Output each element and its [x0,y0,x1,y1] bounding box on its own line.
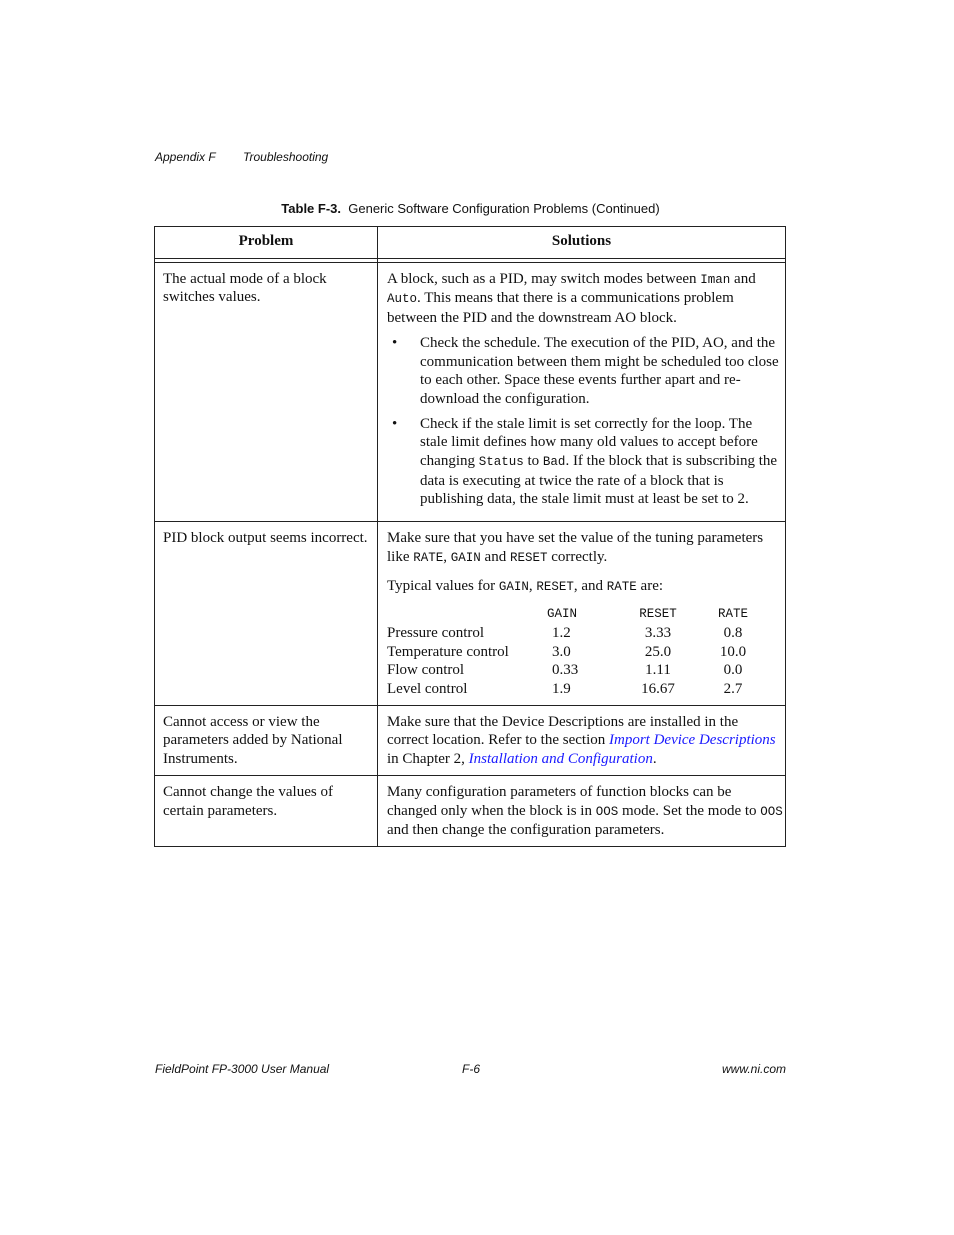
reset-header: RESET [639,607,677,622]
troubleshooting-table [154,226,786,847]
table-caption-label: Table F-3. [281,201,342,216]
table-caption [155,201,786,216]
table-caption-title: Generic Software Configuration Problems (Continued) [348,201,660,216]
appendix-label: Appendix F [155,150,216,164]
solution-paragraph: Typical values for GAIN, RESET, and RATE are: [387,577,664,594]
gain-header: GAIN [547,607,578,622]
solution-intro: A block, such as a PID, may switch modes between Iman and Auto. This means that there is a communications problem between the PID and the downstream AO block. [387,270,756,327]
problem-cell: Cannot access or view the parameters added by National Instruments. [155,705,378,775]
problem-cell: Cannot change the values of certain parameters. [155,775,378,846]
values-row: Temperature control 3.0 25.0 10.0 [387,643,747,660]
typical-values-table [387,605,768,699]
installation-configuration-link[interactable]: Installation and Configuration [468,751,653,768]
section-label: Troubleshooting [243,150,329,164]
table-row [155,775,786,846]
table-row [155,705,786,775]
table-row [155,522,786,706]
table-row [155,262,786,521]
solution-cell: Many configuration parameters of function blocks can be changed only when the block is in OOS mode. Set the mode to OOS and then change the configuration parameters. [378,775,786,846]
manual-title: FieldPoint FP-3000 User Manual [155,1062,330,1076]
solutions-column-header: Solutions [378,227,786,259]
solution-paragraph: Make sure that you have set the value of the tuning parameters like RATE, GAIN and RESET correctly. [387,530,764,565]
running-header [155,150,352,164]
problem-cell: PID block output seems incorrect. [155,522,378,706]
values-row: Pressure control 1.2 3.33 0.8 [387,624,743,641]
problem-cell: The actual mode of a block switches values. [155,262,378,521]
values-row: Level control 1.9 16.67 2.7 [387,681,743,698]
values-row: Flow control 0.33 1.11 0.0 [387,662,743,679]
import-device-descriptions-link[interactable]: Import Device Descriptions [609,732,776,749]
solution-cell [378,262,786,521]
table-header-row [155,227,786,259]
solution-cell [378,522,786,706]
page-number: F-6 [462,1062,480,1076]
bullet-item: • Check the schedule. The execution of the PID, AO, and the communication between them might be scheduled too close to each other. Space these events further apart and re-download the configuration. [387,334,783,409]
solution-cell: Make sure that the Device Descriptions are installed in the correct location. Refer to the section Import Device Descriptions in Chapter 2, Installation and Configuration. [378,705,786,775]
values-header-row [387,605,768,624]
problem-column-header: Problem [155,227,378,259]
solution-bullets [387,334,783,509]
bullet-item: • Check if the stale limit is set correctly for the loop. The stale limit defines how many old values to accept before changing Status to Bad. If the block that is subscribing the data is executing at twice the rate of a block that is publishing data, the stale limit must at least be set to 2. [387,415,783,510]
rate-header: RATE [717,607,748,622]
website-link[interactable]: www.ni.com [721,1062,786,1076]
